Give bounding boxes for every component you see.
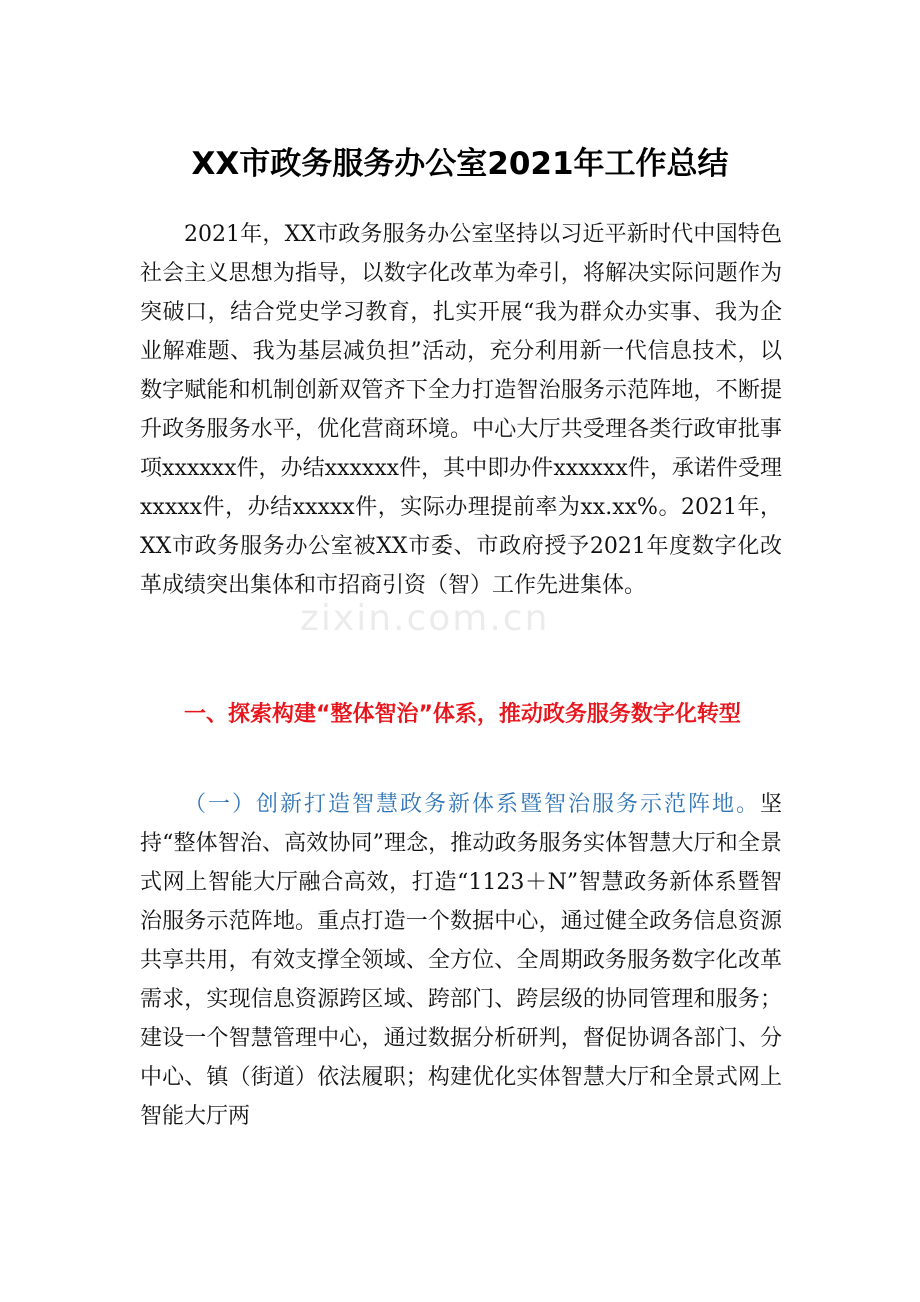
subsection-paragraph-1 bbox=[140, 785, 782, 1136]
section-heading-1: 一、探索构建“整体智治”体系，推动政务服务数字化转型 bbox=[184, 702, 741, 727]
document-title: XX市政务服务办公室2021年工作总结 bbox=[191, 146, 729, 182]
subsection-heading-1: （一）创新打造智慧政务新体系暨智治服务示范阵地。 bbox=[184, 792, 760, 817]
subsection-body-1: 坚持“整体智治、高效协同”理念，推动政务服务实体智慧大厅和全景式网上智能大厅融合高效，打造“1123＋N”智慧政务新体系暨智治服务示范阵地。重点打造一个数据中心，通过健全政务信息资源共享共用，有效支撑全领域、全方位、全周期政务服务数字化改革需求，实现信息资源跨区域、跨部门、跨层级的协同管理和服务；建设一个智慧管理中心，通过数据分析研判，督促协调各部门、分中心、镇（街道）依法履职；构建优化实体智慧大厅和全景式网上智能大厅两 bbox=[140, 792, 782, 1129]
watermark: zixin.com.cn bbox=[300, 598, 550, 639]
intro-paragraph: 2021年，XX市政务服务办公室坚持以习近平新时代中国特色社会主义思想为指导，以数字化改革为牵引，将解决实际问题作为突破口，结合党史学习教育，扎实开展“我为群众办实事、我为企业解难题、我为基层减负担”活动，充分利用新一代信息技术，以数字赋能和机制创新双管齐下全力打造智治服务示范阵地，不断提升政务服务水平，优化营商环境。中心大厅共受理各类行政审批事项xxxxxx件，办结xxxxxx件，其中即办件xxxxxx件，承诺件受理xxxxx件，办结xxxxx件，实际办理提前率为xx.xx%。2021年，XX市政务服务办公室被XX市委、市政府授予2021年度数字化改革成绩突出集体和市招商引资（智）工作先进集体。 bbox=[140, 222, 782, 598]
